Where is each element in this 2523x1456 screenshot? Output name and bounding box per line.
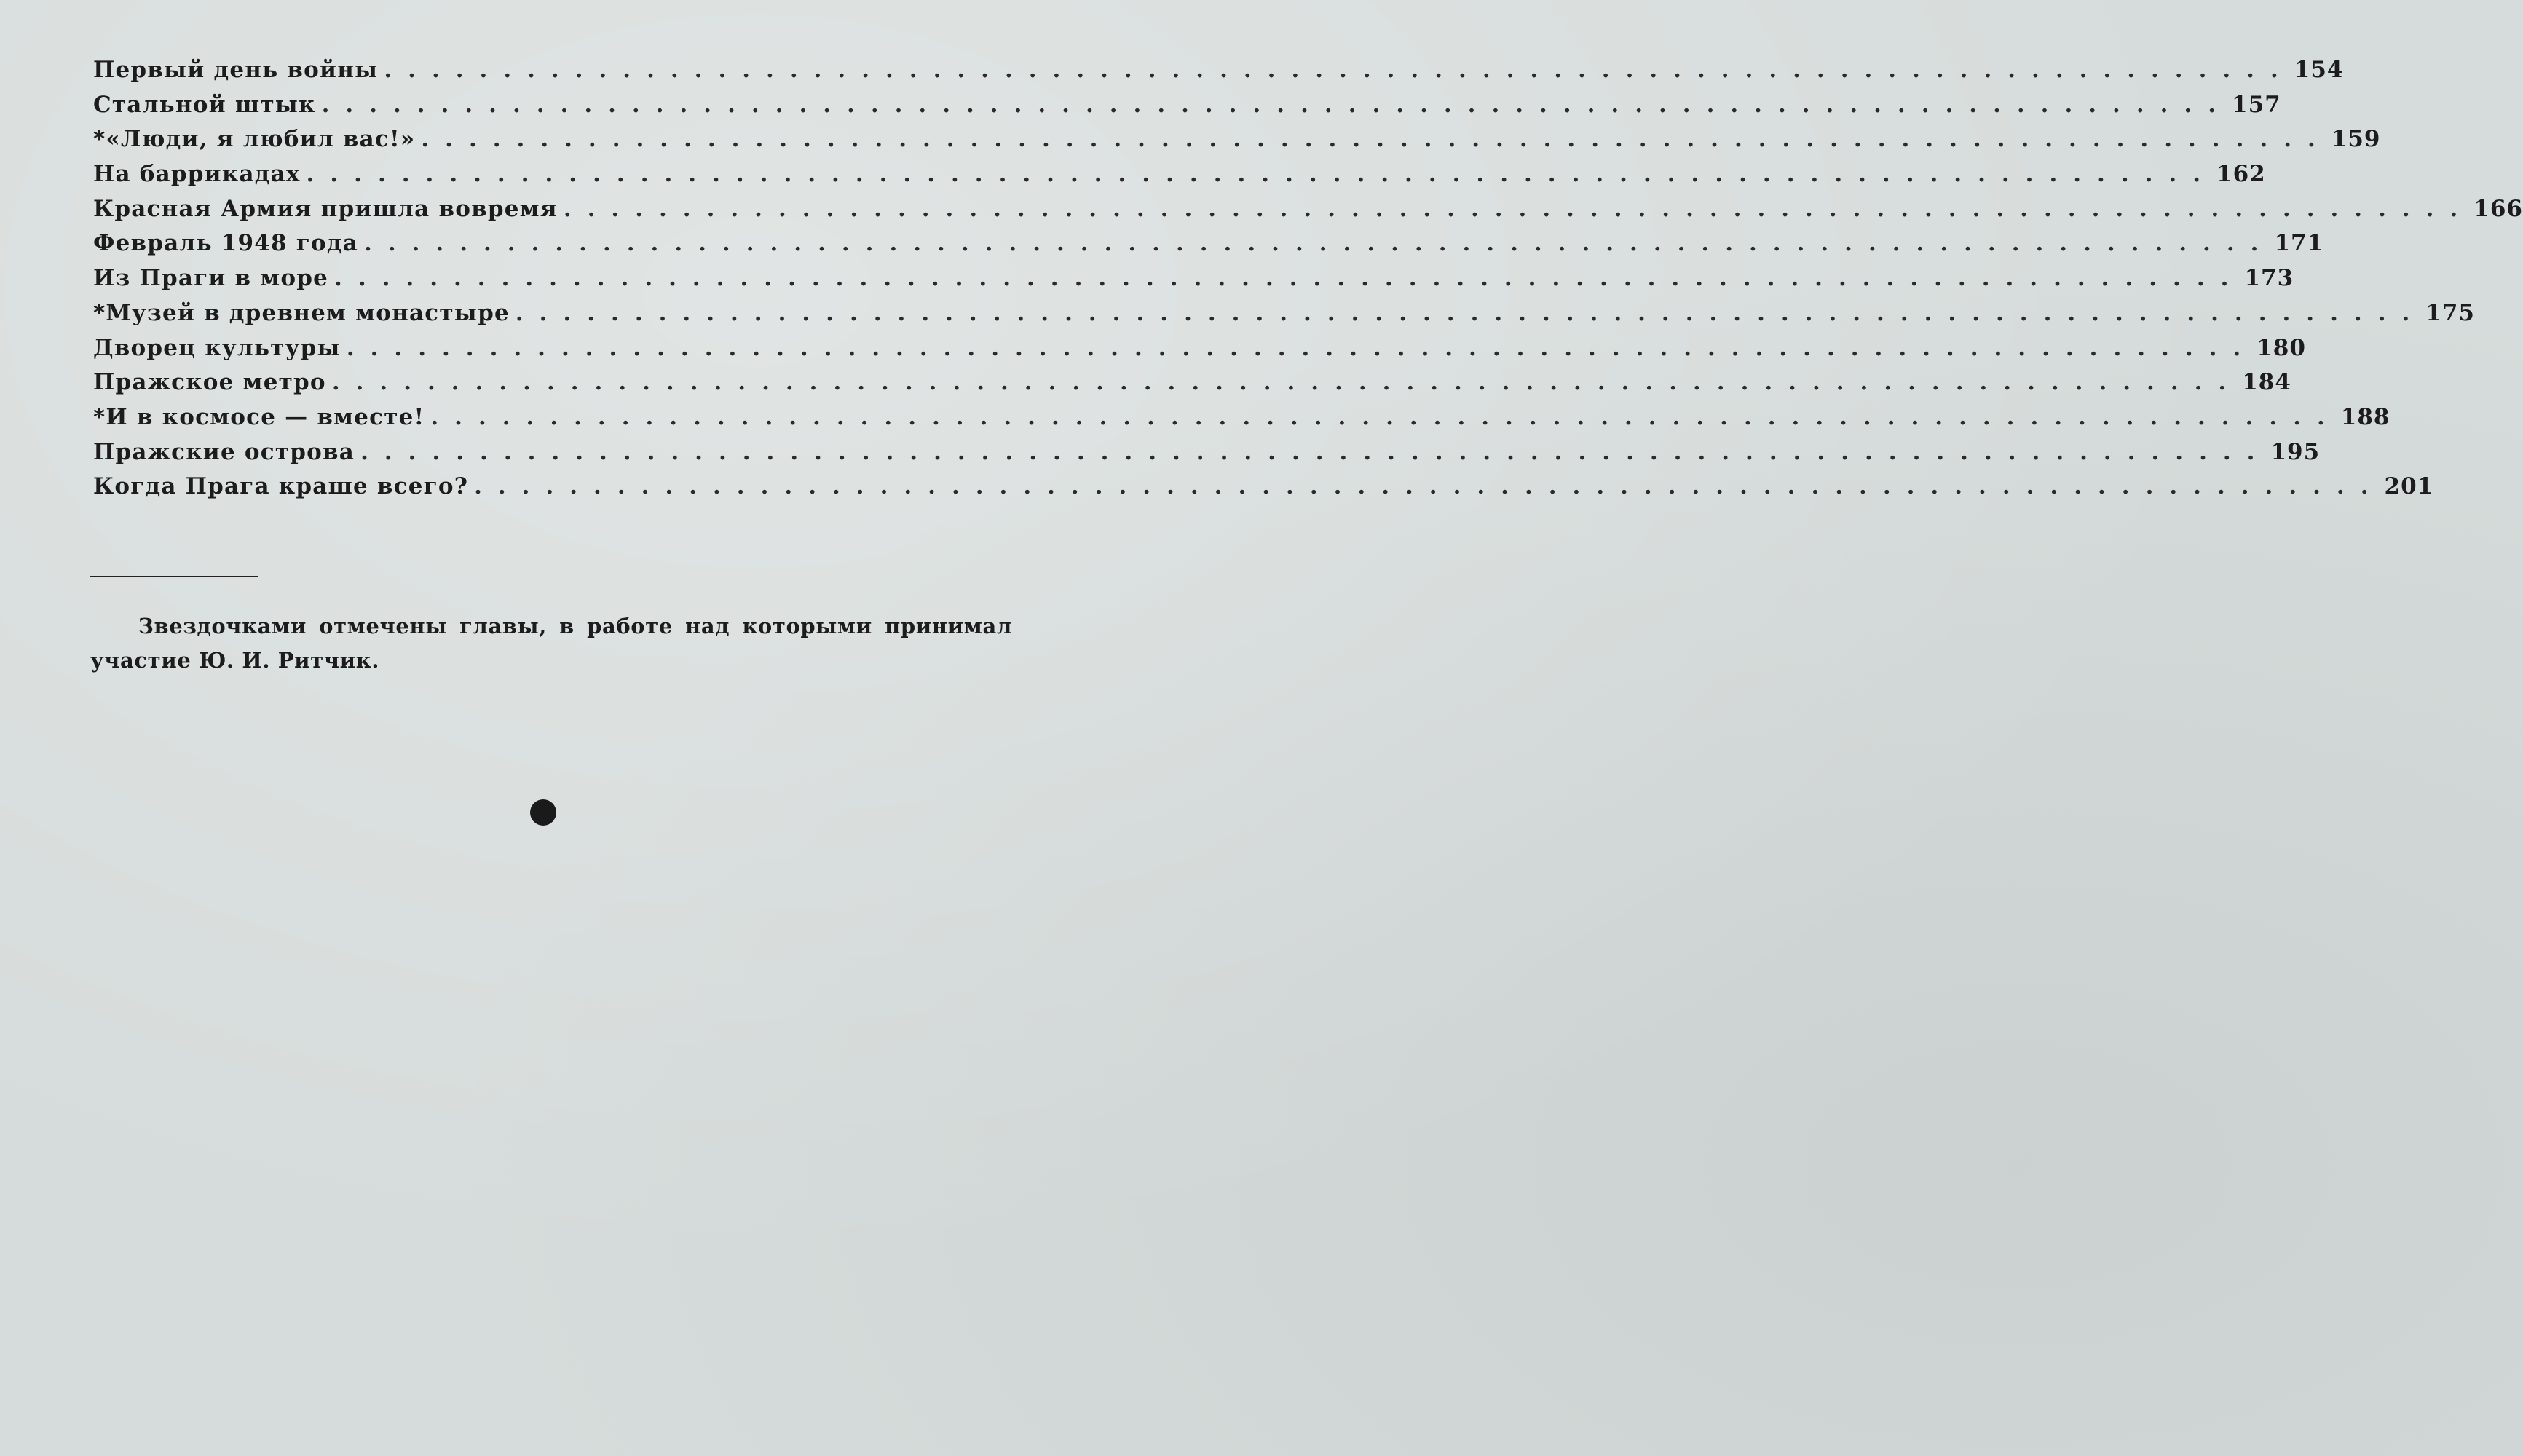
toc-entry: [93, 334, 2306, 370]
toc-entry-title: На баррикадах: [93, 161, 301, 188]
footnote-separator: [90, 576, 258, 577]
toc-entry: [93, 438, 2321, 474]
toc-dot-leader: ................................................................................: [331, 369, 2243, 396]
toc-dot-leader: ................................................................................: [515, 299, 2426, 326]
toc-dot-leader: ................................................................................: [364, 230, 2275, 257]
toc-entry-page-number: 188: [2340, 403, 2390, 430]
toc-entry: [93, 195, 2523, 231]
toc-dot-leader: ................................................................................: [384, 57, 2294, 83]
toc-entry-page-number: 166: [2473, 195, 2523, 222]
toc-dot-leader: ................................................................................: [321, 91, 2232, 118]
toc-dot-leader: ................................................................................: [474, 473, 2385, 500]
toc-entry-page-number: 201: [2384, 473, 2434, 500]
toc-entry-title: Из Праги в море: [93, 265, 329, 292]
toc-entry-title: Пражские острова: [93, 438, 355, 465]
toc-entry: [93, 57, 2344, 92]
toc-entry-title: Февраль 1948 года: [93, 230, 359, 257]
toc-entry-title: *И в космосе — вместе!: [93, 403, 425, 430]
toc-dot-leader: ................................................................................: [360, 438, 2271, 465]
toc-entry-title: *Музей в древнем монастыре: [93, 299, 510, 326]
footnote-text: Звездочками отмечены главы, в работе над которыми принимал участие Ю. И. Ритчик.: [90, 614, 1012, 673]
toc-dot-leader: ................................................................................: [421, 126, 2331, 153]
toc-dot-leader: ................................................................................: [334, 265, 2245, 292]
toc-entry-title: Дворец культуры: [93, 334, 341, 361]
toc-entry-title: Первый день войны: [93, 57, 379, 83]
toc-entry: [93, 403, 2390, 439]
toc-entry-page-number: 195: [2270, 438, 2321, 465]
toc-entry: [93, 369, 2291, 404]
toc-entry-title: *«Люди, я любил вас!»: [93, 126, 416, 153]
toc-entry: [93, 126, 2381, 161]
toc-dot-leader: ................................................................................: [346, 334, 2257, 361]
toc-entry-page-number: 171: [2274, 230, 2324, 257]
toc-entry-title: Красная Армия пришла вовремя: [93, 195, 558, 222]
toc-entry-page-number: 173: [2244, 265, 2294, 292]
toc-entry-page-number: 175: [2425, 299, 2475, 326]
toc-entry-page-number: 162: [2216, 161, 2266, 188]
toc-dot-leader: ................................................................................: [430, 403, 2341, 430]
toc-entry: [93, 91, 2281, 127]
toc-dot-leader: ................................................................................: [306, 161, 2216, 188]
toc-entry-title: Когда Прага краше всего?: [93, 473, 469, 500]
toc-entry-page-number: 184: [2242, 369, 2291, 396]
toc-dot-leader: ................................................................................: [563, 195, 2474, 222]
toc-entry-title: Стальной штык: [93, 91, 316, 118]
toc-entry: [93, 265, 2294, 300]
toc-entry: [93, 161, 2266, 196]
toc-entry-title: Пражское метро: [93, 369, 326, 396]
toc-entry-page-number: 180: [2257, 334, 2306, 361]
toc-entry: [93, 299, 2475, 335]
table-of-contents: [93, 57, 2523, 508]
toc-entry: [93, 230, 2324, 265]
toc-entry-page-number: 157: [2232, 91, 2281, 118]
toc-entry-page-number: 159: [2331, 126, 2381, 153]
toc-entry-page-number: 154: [2294, 57, 2344, 83]
toc-entry: [93, 473, 2434, 508]
printed-dot-mark: [530, 799, 556, 826]
